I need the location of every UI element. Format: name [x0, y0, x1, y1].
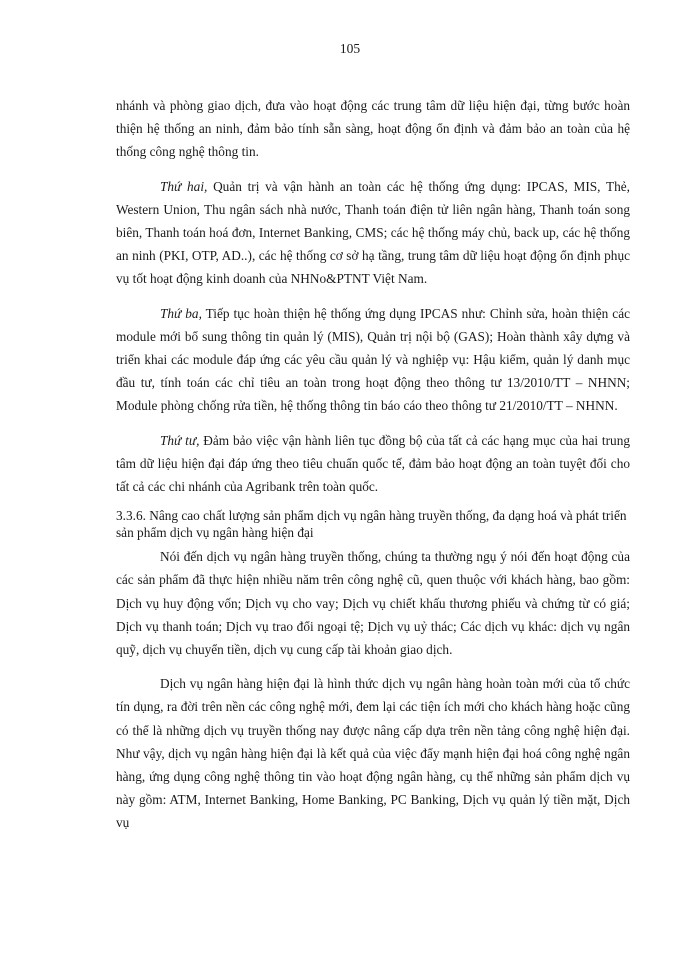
- paragraph-thu-ba: [116, 302, 630, 418]
- paragraph-text: Tiếp tục hoàn thiện hệ thống ứng dụng IPCAS như: Chỉnh sửa, hoàn thiện các module mới bổ sung thông tin quản lý (MIS), Quản trị nội bộ (GAS); Hoàn thành xây dựng và triển khai các module đáp ứng các yêu cầu quản lý và nghiệp vụ: Hậu kiểm, quản lý danh mục đầu tư, tính toán các chỉ tiêu an toàn trong hoạt động theo thông tư 13/2010/TT – NHNN; Module phòng chống rửa tiền, hệ thống thông tin báo cáo theo thông tư 21/2010/TT – NHNN.: [116, 305, 631, 414]
- paragraph-modern-services: [116, 672, 630, 834]
- paragraph-thu-hai: [116, 175, 630, 291]
- paragraph-text: nhánh và phòng giao dịch, đưa vào hoạt động các trung tâm dữ liệu hiện đại, từng bước hoàn thiện hệ thống an ninh, đảm bảo tính sẵn sàng, hoạt động ổn định và đảm bảo an toàn của hệ thống công nghệ thông tin.: [116, 98, 630, 160]
- page-number: 105: [339, 41, 361, 56]
- paragraph-text: Nói đến dịch vụ ngân hàng truyền thống, chúng ta thường ngụ ý nói đến hoạt động của các sản phẩm đã thực hiện nhiều năm trên công nghệ cũ, quen thuộc với khách hàng, bao gồm: Dịch vụ huy động vốn; Dịch vụ cho vay; Dịch vụ chiết khấu thương phiếu và chứng từ có giá; Dịch vụ thanh toán; Dịch vụ trao đổi ngoại tệ; Dịch vụ uỷ thác; Các dịch vụ khác: dịch vụ ngân quỹ, dịch vụ chuyển tiền, dịch vụ cung cấp tài khoản giao dịch.: [116, 549, 630, 658]
- page-content: [116, 94, 630, 846]
- paragraph-text: Dịch vụ ngân hàng hiện đại là hình thức dịch vụ ngân hàng hoàn toàn mới của tổ chức tín dụng, ra đời trên nền các công nghệ mới, đem lại các tiện ích mới cho khách hàng hoặc cũng có thể là những dịch vụ truyền thống nay được nâng cấp dựa trên nền tảng công nghệ hiện đại. Như vậy, dịch vụ ngân hàng hiện đại là kết quả của việc đẩy mạnh hiện đại hoá công nghệ ngân hàng, ứng dụng công nghệ thông tin vào hoạt động ngân hàng, cụ thể những sản phẩm dịch vụ này gồm: ATM, Internet Banking, Home Banking, PC Banking, Dịch vụ quản lý tiền mặt, Dịch vụ: [116, 676, 630, 831]
- paragraph-text: Đảm bảo việc vận hành liên tục đồng bộ của tất cả các hạng mục của hai trung tâm dữ liệu hiện đại đáp ứng theo tiêu chuẩn quốc tế, đảm bảo hoạt động an toàn tuyệt đối cho tất cả các chi nhánh của Agribank trên toàn quốc.: [116, 432, 630, 495]
- paragraph-traditional-services: [116, 545, 630, 661]
- paragraph-continuation: [116, 94, 630, 164]
- paragraph-lead: Thứ hai,: [160, 178, 208, 194]
- paragraph-lead: Thứ tư,: [160, 432, 200, 448]
- paragraph-lead: Thứ ba,: [160, 305, 202, 321]
- paragraph-text: Quản trị và vận hành an toàn các hệ thống ứng dụng: IPCAS, MIS, Thẻ, Western Union, Thu ngân sách nhà nước, Thanh toán điện tử liên ngân hàng, Thanh toán song biên, Thanh toán hoá đơn, Internet Banking, CMS; các hệ thống máy chủ, back up, các hệ thống an ninh (PKI, OTP, AD..), các hệ thống cơ sở hạ tầng, trung tâm dữ liệu hoạt động ổn định phục vụ tốt hoạt động kinh doanh của NHNo&PTNT Việt Nam.: [116, 178, 630, 287]
- section-heading: 3.3.6. Nâng cao chất lượng sản phẩm dịch vụ ngân hàng truyền thống, đa dạng hoá và phát triển sản phẩm dịch vụ ngân hàng hiện đại: [116, 508, 627, 541]
- paragraph-thu-tu: [116, 429, 630, 499]
